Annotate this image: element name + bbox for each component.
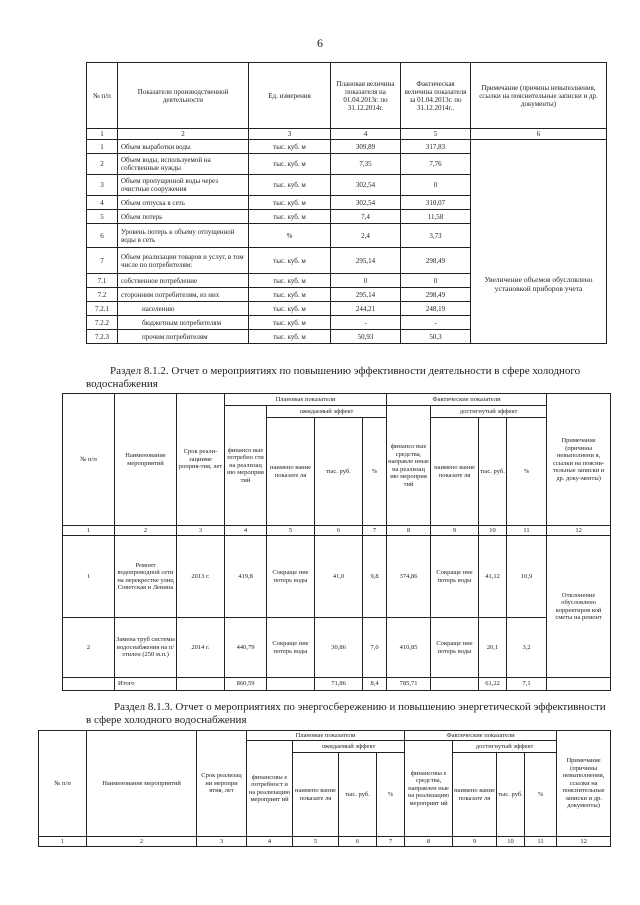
row-num: 5	[87, 210, 118, 224]
header-fact: Фактическая величина показателя за 01.04.2013г. по 31.12.2014г..	[401, 63, 471, 129]
col-number: 7	[377, 837, 405, 847]
header-plan-fin: финансовы е потребност и на реализацию мероприят ий	[247, 741, 293, 837]
row-num: 2	[63, 618, 115, 678]
energy-saving-measures-table	[38, 730, 611, 847]
column-number-row	[39, 837, 611, 847]
header-exp-rub: тыс. руб.	[315, 418, 363, 526]
row-plan: 309,89	[331, 140, 401, 154]
total-exp-name	[267, 678, 315, 691]
col-number: 8	[387, 526, 431, 536]
total-ach-rub: 61,22	[479, 678, 507, 691]
row-num: 2	[87, 154, 118, 175]
row-ach-name: Сокраще ние потерь воды	[431, 536, 479, 618]
row-exp-name: Сокраще ние потерь воды	[267, 536, 315, 618]
page-number: 6	[317, 36, 323, 50]
row-fact: 7,76	[401, 154, 471, 175]
row-plan-fin: 419,8	[225, 536, 267, 618]
row-fact: 50,3	[401, 330, 471, 344]
row-plan-fin: 440,79	[225, 618, 267, 678]
row-name: Замена труб системы водоснабжения на п/этилен (250 м.п.)	[115, 618, 177, 678]
row-unit: тыс. куб. м	[249, 330, 331, 344]
row-unit: %	[249, 224, 331, 248]
col-number: 2	[118, 129, 249, 140]
row-unit: тыс. куб. м	[249, 196, 331, 210]
header-plan: Плановая величина показателя на 01.04.2013г. по 31.12.2014г.	[331, 63, 401, 129]
row-indicator: Объем отпуска в сеть	[118, 196, 249, 210]
total-term	[177, 678, 225, 691]
header-note: Примечание (причины невыполнения, ссылки на пояснительные записки и др. документы)	[557, 731, 611, 837]
total-num	[63, 678, 115, 691]
row-unit: тыс. куб. м	[249, 274, 331, 288]
row-indicator: собственное потребление	[118, 274, 249, 288]
row-exp-pct: 7,0	[363, 618, 387, 678]
row-plan: 0	[331, 274, 401, 288]
row-plan: 244,21	[331, 302, 401, 316]
row-fact: 317,83	[401, 140, 471, 154]
row-fact: 248,19	[401, 302, 471, 316]
row-num: 7.2.3	[87, 330, 118, 344]
header-ach-name: наимено вание показате ля	[431, 418, 479, 526]
row-plan: 50,93	[331, 330, 401, 344]
row-plan: -	[331, 316, 401, 330]
header-note: Примечание (причины невыполнени я, ссылки на поясни-тельные записки и др. доку-менты)	[547, 394, 611, 526]
row-fact: 11,58	[401, 210, 471, 224]
row-num: 7.2.2	[87, 316, 118, 330]
col-number: 3	[249, 129, 331, 140]
col-number: 1	[87, 129, 118, 140]
row-indicator: Объем потерь	[118, 210, 249, 224]
row-indicator: бюджетным потребителям	[118, 316, 249, 330]
row-ach-name: Сокраще ние потерь воды	[431, 618, 479, 678]
row-indicator: Уровень потерь к объему отпущенной воды в сеть	[118, 224, 249, 248]
row-exp-name: Сокраще ние потерь воды	[267, 618, 315, 678]
header-note: Примечание (причины невыполнения, ссылки на пояснительные записки и др. документы)	[471, 63, 607, 129]
row-plan: 7,35	[331, 154, 401, 175]
header-exp-rub: тыс. руб.	[339, 753, 377, 837]
row-exp-rub: 30,86	[315, 618, 363, 678]
section-8-1-2-title: Раздел 8.1.2. Отчет о мероприятиях по повышению эффективности деятельности в сфере холодного водоснабжения	[86, 365, 581, 390]
row-plan: 7,4	[331, 210, 401, 224]
production-indicators-table	[86, 62, 607, 344]
row-unit: тыс. куб. м	[249, 140, 331, 154]
col-number: 8	[405, 837, 453, 847]
col-number: 6	[315, 526, 363, 536]
row-fact: 310,07	[401, 196, 471, 210]
header-expected: ожидаемый эффект	[267, 406, 387, 418]
header-plan-fin: финансо вые потребно сти на реализац ию мероприя тий	[225, 406, 267, 526]
table-row	[63, 536, 611, 618]
header-ach-name: наимено вание показате ля	[453, 753, 497, 837]
header-fact-group: Фактические показатели	[405, 731, 557, 741]
row-num: 3	[87, 175, 118, 196]
row-plan: 302,54	[331, 175, 401, 196]
row-num: 7.1	[87, 274, 118, 288]
header-achieved: достигнутый эффект	[453, 741, 557, 753]
row-unit: тыс. куб. м	[249, 248, 331, 274]
row-indicator: Объем реализации товаров и услуг, в том числе по потребителям:	[118, 248, 249, 274]
col-number: 5	[267, 526, 315, 536]
row-fact: 0	[401, 274, 471, 288]
col-number: 7	[363, 526, 387, 536]
header-exp-pct: %	[377, 753, 405, 837]
row-exp-pct: 9,8	[363, 536, 387, 618]
col-number: 6	[471, 129, 607, 140]
total-fact-fin: 785,71	[387, 678, 431, 691]
header-indicator: Показатели производственной деятельности	[118, 63, 249, 129]
row-unit: тыс. куб. м	[249, 175, 331, 196]
header-unit: Ед. измерения	[249, 63, 331, 129]
row-num: 6	[87, 224, 118, 248]
row-num: 1	[87, 140, 118, 154]
row-plan: 302,54	[331, 196, 401, 210]
header-name: Наименование мероприятий	[115, 394, 177, 526]
table-row	[87, 140, 607, 154]
row-indicator: прочим потребителям	[118, 330, 249, 344]
row-fact: 298,49	[401, 288, 471, 302]
header-exp-name: наимено вание показате ля	[293, 753, 339, 837]
col-number: 5	[293, 837, 339, 847]
header-fact-group: Фактические показатели	[387, 394, 547, 406]
row-ach-rub: 20,1	[479, 618, 507, 678]
header-achieved: достигнутый эффект	[431, 406, 547, 418]
row-unit: тыс. куб. м	[249, 154, 331, 175]
header-ach-pct: %	[507, 418, 547, 526]
col-number: 1	[39, 837, 87, 847]
header-term: Срок реали-зацииме роприя-тия, лет	[177, 394, 225, 526]
row-num: 1	[63, 536, 115, 618]
total-row	[63, 678, 611, 691]
total-ach-name	[431, 678, 479, 691]
note-cell: Отклонение обусловлено корректиров кой сметы на ремонт	[547, 536, 611, 678]
total-label: Итого	[115, 678, 177, 691]
col-number: 3	[177, 526, 225, 536]
row-num: 7.2.1	[87, 302, 118, 316]
column-number-row	[87, 129, 607, 140]
row-plan: 295,14	[331, 288, 401, 302]
col-number: 1	[63, 526, 115, 536]
header-fact-fin: финансовы е средства, направлен ные на реализацию мероприят ий	[405, 741, 453, 837]
col-number: 9	[431, 526, 479, 536]
col-number: 5	[401, 129, 471, 140]
row-unit: тыс. куб. м	[249, 210, 331, 224]
row-unit: тыс. куб. м	[249, 302, 331, 316]
row-ach-pct: 3,2	[507, 618, 547, 678]
row-plan: 2,4	[331, 224, 401, 248]
header-expected: ожидаемый эффект	[293, 741, 405, 753]
header-exp-name: наимено вание показате ля	[267, 418, 315, 526]
total-exp-pct: 8,4	[363, 678, 387, 691]
header-num: № п/п	[39, 731, 87, 837]
row-unit: тыс. куб. м	[249, 288, 331, 302]
efficiency-measures-table	[62, 393, 611, 691]
col-number: 11	[525, 837, 557, 847]
total-plan-fin: 860,59	[225, 678, 267, 691]
header-plan-group: Плановые показатели	[225, 394, 387, 406]
row-fact: 3,73	[401, 224, 471, 248]
row-num: 7.2	[87, 288, 118, 302]
header-plan-group: Плановые показатели	[247, 731, 405, 741]
row-name: Ремонт водопроводной сети на перекрестке улиц Советская и Ленина	[115, 536, 177, 618]
col-number: 12	[557, 837, 611, 847]
row-term: 2013 г.	[177, 536, 225, 618]
header-num: № п/п	[63, 394, 115, 526]
col-number: 10	[479, 526, 507, 536]
row-indicator: Объем пропущенной воды через очистные сооружения	[118, 175, 249, 196]
header-fact-fin: финансо вые средства, направле нные на реализац ию мероприя тий	[387, 406, 431, 526]
col-number: 4	[247, 837, 293, 847]
note-cell: Увеличение объемов обусловлено установкой приборов учета	[471, 140, 607, 344]
header-ach-rub: тыс. руб.	[479, 418, 507, 526]
table-row	[63, 618, 611, 678]
row-indicator: Объем воды, используемой на собственные нужды	[118, 154, 249, 175]
header-name: Наименование мероприятий	[87, 731, 197, 837]
col-number: 6	[339, 837, 377, 847]
column-number-row	[63, 526, 611, 536]
row-fact: 0	[401, 175, 471, 196]
row-fact-fin: 374,86	[387, 536, 431, 618]
row-exp-rub: 41,0	[315, 536, 363, 618]
row-ach-rub: 41,12	[479, 536, 507, 618]
total-ach-pct: 7,1	[507, 678, 547, 691]
row-indicator: населению	[118, 302, 249, 316]
total-note	[547, 678, 611, 691]
row-fact: -	[401, 316, 471, 330]
header-ach-rub: тыс. руб.	[497, 753, 525, 837]
total-exp-rub: 71,86	[315, 678, 363, 691]
row-plan: 295,14	[331, 248, 401, 274]
col-number: 12	[547, 526, 611, 536]
row-fact-fin: 410,85	[387, 618, 431, 678]
row-term: 2014 г.	[177, 618, 225, 678]
col-number: 10	[497, 837, 525, 847]
col-number: 9	[453, 837, 497, 847]
row-fact: 298,49	[401, 248, 471, 274]
header-ach-pct: %	[525, 753, 557, 837]
row-num: 4	[87, 196, 118, 210]
row-ach-pct: 10,9	[507, 536, 547, 618]
row-num: 7	[87, 248, 118, 274]
row-indicator: Объем выработки воды	[118, 140, 249, 154]
row-indicator: сторонним потребителям, из них	[118, 288, 249, 302]
col-number: 2	[115, 526, 177, 536]
row-unit: тыс. куб. м	[249, 316, 331, 330]
col-number: 4	[225, 526, 267, 536]
col-number: 3	[197, 837, 247, 847]
section-8-1-3-title: Раздел 8.1.3. Отчет о мероприятиях по энергосбережению и повышению энергетической эффективности в сфере холодного водоснабжения	[86, 701, 606, 726]
col-number: 2	[87, 837, 197, 847]
col-number: 11	[507, 526, 547, 536]
header-num: № п/п	[87, 63, 118, 129]
header-term: Срок реализац ии меропри ятия, лет	[197, 731, 247, 837]
col-number: 4	[331, 129, 401, 140]
header-exp-pct: %	[363, 418, 387, 526]
